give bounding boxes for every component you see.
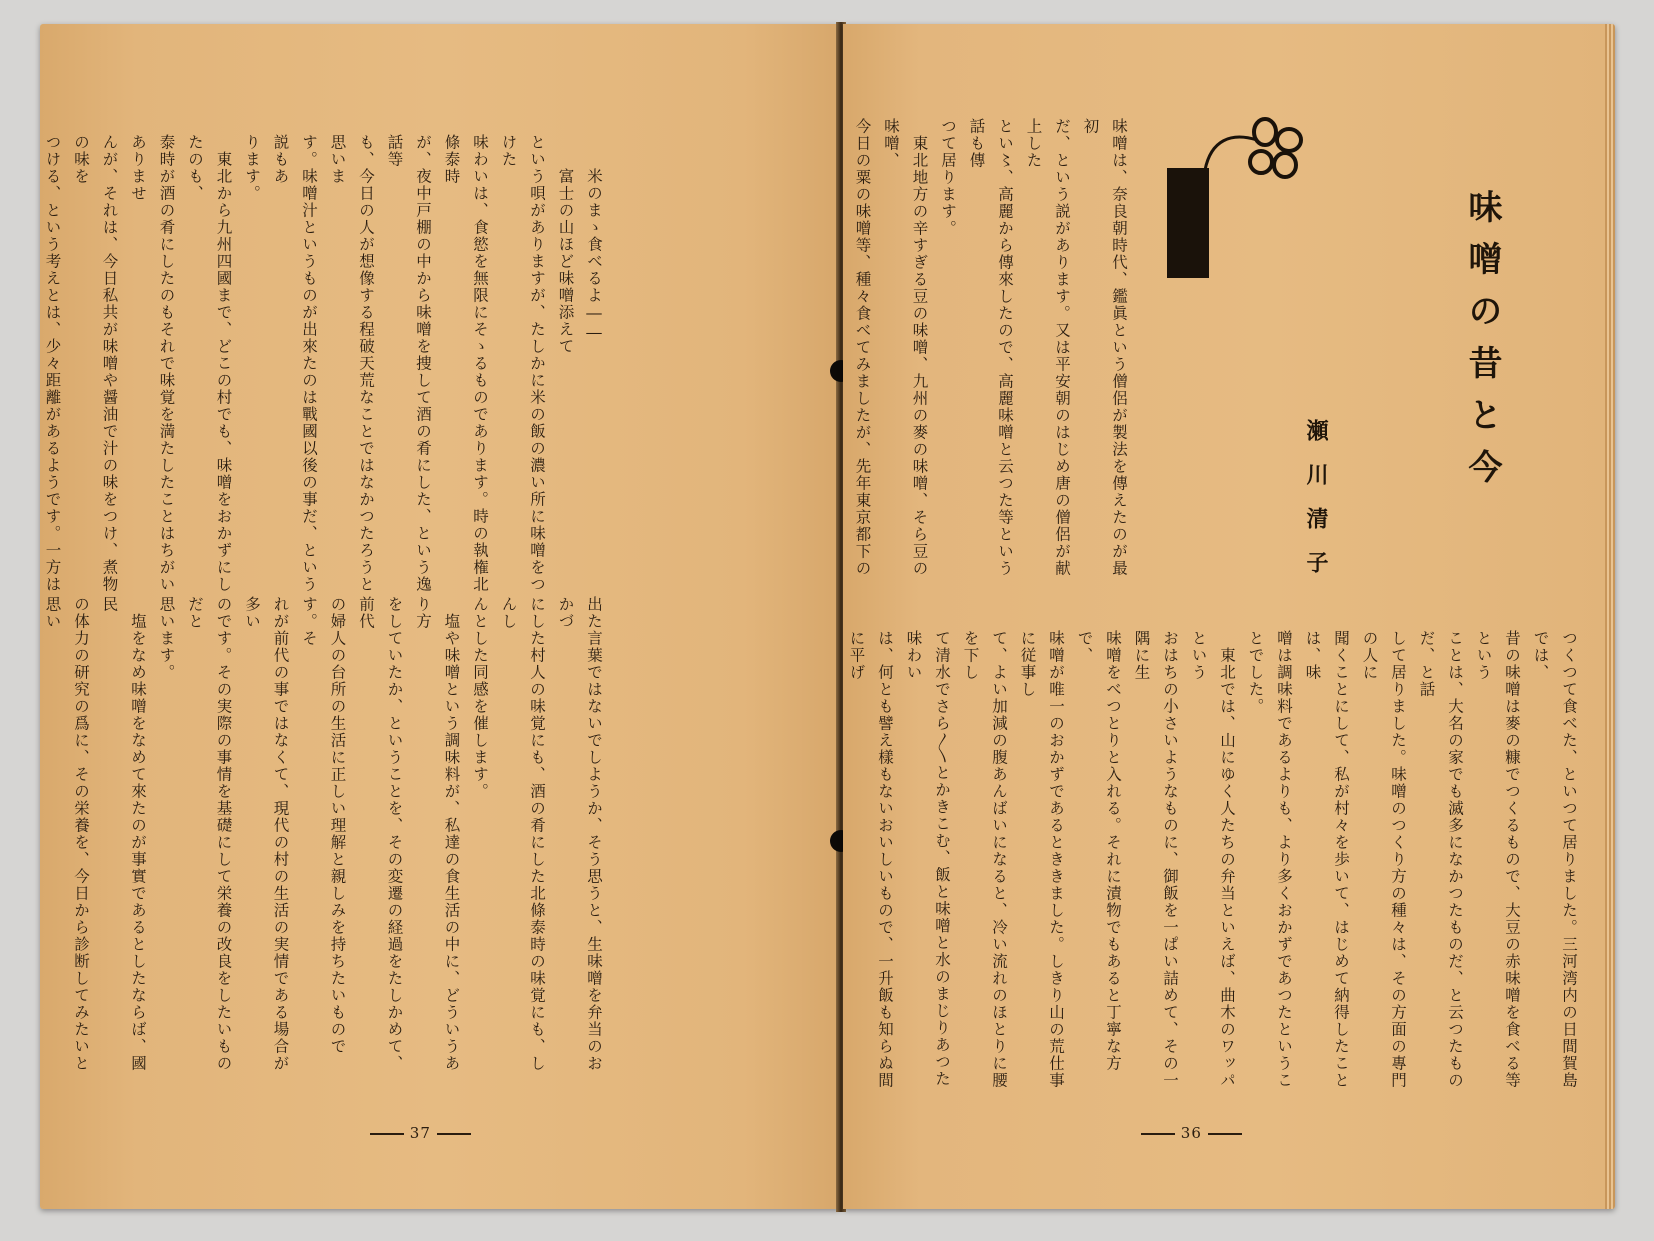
text-line: も、今日の人が想像する程破天荒なことではなかつたろうと思いま [328, 134, 375, 593]
folio-dash-left [1141, 1133, 1175, 1135]
article-title: 味噌の昔と今 [1462, 189, 1502, 501]
folio-number-36: 36 [1180, 1124, 1202, 1142]
text-line: つける、という考えとは、少々距離があるようです。一方は [43, 134, 62, 593]
text-line: おはちの小さいようなものに、御飯を一ぱい詰めて、その一隅に生 [1132, 630, 1179, 1089]
right-upper-text [853, 118, 1133, 588]
page-number [1141, 1124, 1242, 1142]
text-line: 味噌をべつとりと入れる。それに漬物でもあると丁寧な方で、 [1075, 630, 1122, 1072]
text-line: ります。 [243, 134, 261, 202]
text-line: とい〻、高麗から傳來したので、高麗味噌と云つた等という話も傳 [967, 118, 1014, 577]
left-page [40, 24, 840, 1209]
ornament-bar [1167, 168, 1209, 278]
folio-dash-right [437, 1133, 471, 1135]
text-line: 泰時が酒の肴にしたのもそれで味覚を満たしたことはちがいありませ [129, 134, 176, 593]
text-line: 噌は調味料であるよりも、より多くおかずであつたということでした。 [1246, 630, 1293, 1089]
left-lower-text [40, 596, 608, 1084]
text-line: 富士の山ほど味噌添えて [556, 134, 575, 355]
text-line: て清水でさら〳〵とかきこむ、飯と味噌と水のまじりあつた味わい [904, 630, 951, 1088]
text-line: ことは、大名の家でも滅多になかつたものだ、と云つたものだ、と話 [1417, 630, 1464, 1089]
text-line: つて居ります。 [939, 118, 957, 237]
text-line: が、夜中戸棚の中から味噌を捜して酒の肴にした、という逸話等 [385, 134, 432, 593]
text-line: の体力の研究の爲に、その栄養を、今日から診断してみたいと思い [43, 596, 90, 1072]
text-line: 東北から九州四國まで、どこの村でも、味噌をおかずにしたのも、 [186, 134, 233, 593]
text-line: のです。その実際の事情を基礎にして栄養の改良をしたいものだと [186, 596, 233, 1072]
text-line: 今日の粟の味噌等、種々食べてみましたが、先年東京都下の [853, 118, 872, 577]
text-line: 思います。 [157, 596, 176, 681]
text-line: は、何とも譬え樣もないおいしいもので、一升飯も知らぬ間に平げ [847, 630, 894, 1089]
text-line: 昔の味噌は麥の糠でつくるもので、大豆の赤味噌を食べる等という [1474, 630, 1521, 1089]
text-line: 味噌は、奈良朝時代、鑑眞という僧侶が製法を傳えたのが最初 [1081, 118, 1128, 577]
text-line: して居りました。味噌のつくり方の種々は、その方面の專門の人に [1360, 630, 1407, 1089]
page-edge [1605, 24, 1615, 1209]
folio-dash-left [370, 1133, 404, 1135]
text-line: をしていたか、ということを、その変遷の経過をたしかめて、前代 [357, 596, 404, 1072]
text-line: 味わいは、食慾を無限にそゝるものであります。時の執権北條泰時 [442, 134, 489, 593]
text-line: 東北では、山にゆく人たちの弁当といえば、曲木のワッパという [1189, 630, 1236, 1089]
text-line: 東北地方の辛すぎる豆の味噌、九州の麥の味噌、そら豆の味噌、 [882, 118, 929, 577]
right-page [843, 24, 1615, 1209]
text-line: れが前代の事ではなくて、現代の村の生活の実情である場合が多い [243, 596, 290, 1072]
text-line: 聞くことにして、私が村々を歩いて、はじめて納得したことは、味 [1303, 630, 1350, 1089]
text-line: だ、という説があります。又は平安朝のはじめ唐の僧侶が献上した [1024, 118, 1071, 577]
text-line: て、よい加減の腹あんばいになると、冷い流れのほとりに腰を下し [961, 630, 1008, 1089]
ornament-flower [1250, 119, 1301, 177]
text-line: の婦人の台所の生活に正しい理解と親しみを持ちたいものです。そ [300, 596, 347, 1055]
left-upper-text [40, 134, 608, 604]
text-line: す。味噌汁というものが出來たのは戰國以後の事だ、という説もあ [271, 134, 318, 593]
text-line: 塩をなめ味噌をなめて來たのが事實であるとしたならば、國民 [100, 596, 147, 1072]
text-line: 出た言葉ではないでしようか、そう思うと、生味噌を弁当のおかづ [556, 596, 603, 1072]
text-line: 塩や味噌という調味料が、私達の食生活の中に、どういうあり方 [414, 596, 461, 1072]
text-line: 味噌が唯一のおかずであるとききました。しきり山の荒仕事に従事し [1018, 630, 1065, 1089]
right-lower-text [847, 630, 1583, 1100]
folio-number-37: 37 [409, 1124, 431, 1142]
text-line: という唄がありますが、たしかに米の飯の濃い所に味噌をつけた [499, 134, 546, 593]
text-line: にした村人の味覚にも、酒の肴にした北條泰時の味覚にも、しんし [499, 596, 546, 1072]
text-line: 米のまゝ食べるよ―― [585, 134, 603, 343]
article-author: 瀬川清子 [1303, 419, 1329, 595]
text-line: んが、それは、今日私共が味噌や醤油で汁の味をつけ、煮物の味を [72, 134, 119, 593]
title-ornament [1161, 110, 1321, 280]
text-line: つくつて食べた、といつて居りました。三河湾内の日間賀島では、 [1531, 630, 1578, 1089]
page-number [370, 1124, 471, 1142]
folio-dash-right [1208, 1133, 1242, 1135]
text-line: んとした同感を催します。 [471, 596, 489, 800]
